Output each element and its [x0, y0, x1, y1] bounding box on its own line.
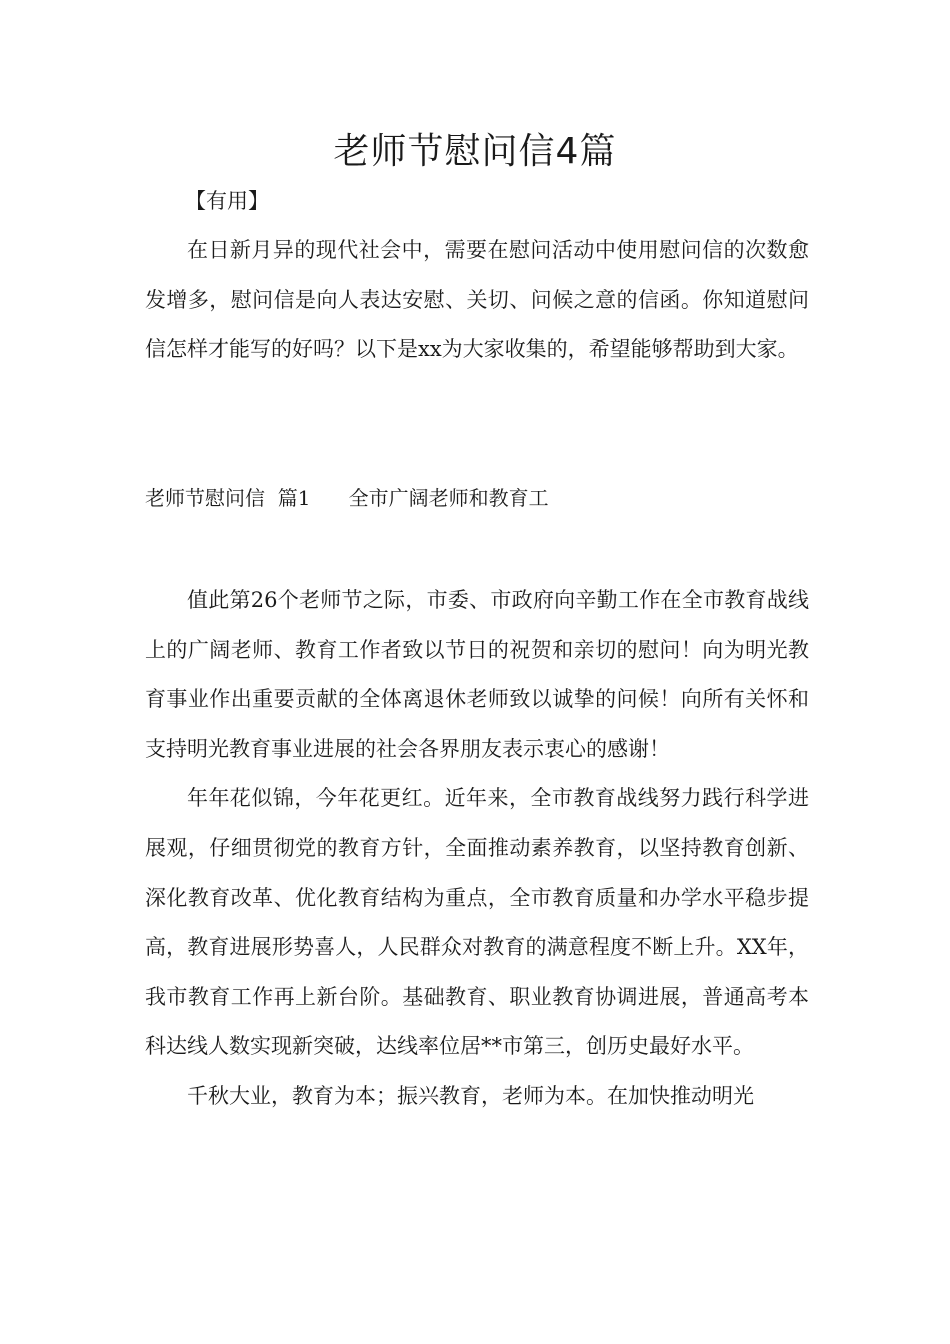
section-name: 老师节慰问信: [145, 486, 265, 510]
letter-body: [145, 576, 809, 1122]
letter-paragraph: 值此第26个老师节之际，市委、市政府向辛勤工作在全市教育战线上的广阔老师、教育工作者致以节日的祝贺和亲切的慰问！向为明光教育事业作出重要贡献的全体离退休老师致以诚挚的问候！向所有关怀和支持明光教育事业进展的社会各界朋友表示衷心的感谢！: [145, 588, 809, 761]
document-title: 老师节慰问信4篇: [333, 131, 617, 172]
section-number: 篇1: [277, 486, 311, 510]
document-tag: 【有用】: [185, 189, 269, 213]
letter-paragraph: 千秋大业，教育为本；振兴教育，老师为本。在加快推动明光: [187, 1083, 754, 1108]
intro-paragraph: 在日新月异的现代社会中，需要在慰问活动中使用慰问信的次数愈发增多，慰问信是向人表达安慰、关切、问候之意的信函。你知道慰问信怎样才能写的好吗？以下是xx为大家收集的，希望能够帮助到大家。: [145, 238, 809, 362]
section-salutation: 全市广阔老师和教育工: [348, 486, 549, 510]
intro-block: [145, 226, 809, 375]
section-heading: [145, 480, 549, 516]
letter-paragraph: 年年花似锦，今年花更红。近年来，全市教育战线努力践行科学进展观，仔细贯彻党的教育方针，全面推动素养教育，以坚持教育创新、深化教育改革、优化教育结构为重点，全市教育质量和办学水平稳步提高，教育进展形势喜人，人民群众对教育的满意程度不断上升。XX年，我市教育工作再上新台阶。基础教育、职业教育协调进展，普通高考本科达线人数实现新突破，达线率位居**市第三，创历史最好水平。: [145, 786, 809, 1059]
